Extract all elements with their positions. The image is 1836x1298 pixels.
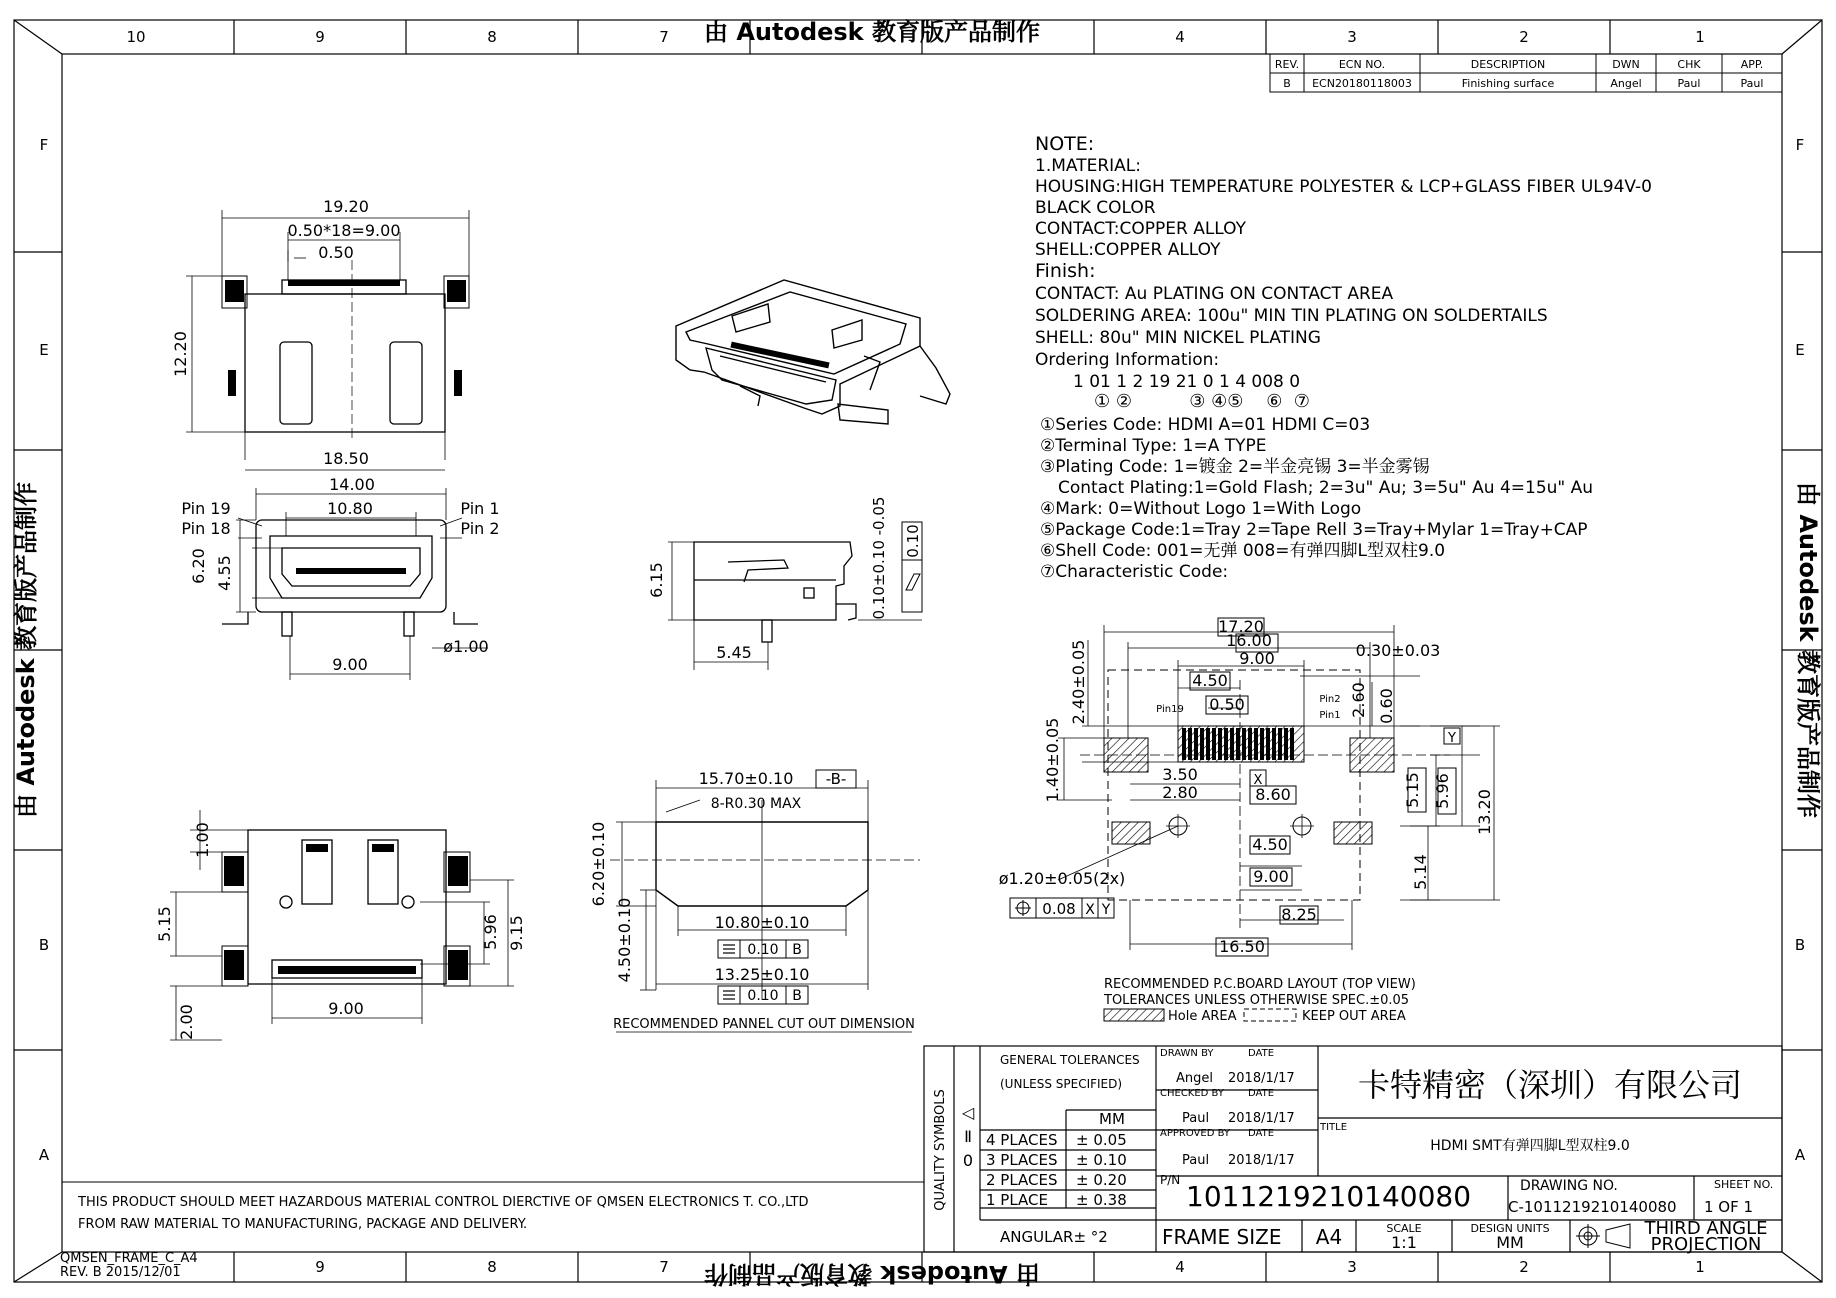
dim-label: 0.50 bbox=[318, 243, 354, 262]
dim-label: 4.50±0.10 bbox=[615, 897, 634, 983]
caption: TOLERANCES UNLESS OTHERWISE SPEC.±0.05 bbox=[1104, 993, 1410, 1008]
row-labels bbox=[39, 136, 1806, 1164]
ordering-markers: ① ② ③ ④⑤ ⑥ ⑦ bbox=[1094, 391, 1310, 412]
dim-label: 0.30±0.03 bbox=[1355, 641, 1441, 660]
unless-label: (UNLESS SPECIFIED) bbox=[1000, 1077, 1123, 1091]
datum-label: Y bbox=[1448, 731, 1456, 746]
tol-label: 0.08 bbox=[1042, 900, 1076, 918]
datum-label: B bbox=[792, 988, 802, 1004]
frame-name: QMSEN_FRAME_C_A4 bbox=[60, 1251, 198, 1266]
dim-label: 10.80 bbox=[327, 499, 373, 518]
column-label: 7 bbox=[659, 1258, 669, 1276]
caption: RECOMMENDED PANNEL CUT OUT DIMENSION bbox=[613, 1017, 915, 1032]
dim-label: ø1.00 bbox=[443, 637, 489, 656]
pin-label: Pin 2 bbox=[460, 519, 500, 538]
notes-block bbox=[1035, 133, 1652, 582]
dim-label: 5.15 bbox=[1403, 772, 1422, 808]
column-label: 1 bbox=[1695, 28, 1705, 46]
dim-label: 5.96 bbox=[481, 914, 500, 950]
checked-date: 2018/1/17 bbox=[1228, 1111, 1295, 1126]
note-line: HOUSING:HIGH TEMPERATURE POLYESTER & LCP+GLASS FIBER UL94V-0 bbox=[1035, 177, 1652, 197]
datum-label: -B- bbox=[825, 770, 847, 788]
gen-tol-label: GENERAL TOLERANCES bbox=[1000, 1053, 1140, 1067]
dim-label: 13.25±0.10 bbox=[714, 965, 810, 984]
angular-tol: ANGULAR± °2 bbox=[1000, 1228, 1108, 1246]
scale-value: 1:1 bbox=[1391, 1233, 1417, 1252]
frame-size: A4 bbox=[1315, 1225, 1343, 1249]
pn-label: P/N bbox=[1160, 1173, 1181, 1187]
title-label: TITLE bbox=[1320, 1122, 1348, 1133]
projection-line: THIRD ANGLE bbox=[1644, 1218, 1768, 1239]
dim-label: 14.00 bbox=[329, 475, 375, 494]
row-label: E bbox=[39, 341, 49, 359]
pin-label: Pin 19 bbox=[181, 499, 231, 518]
dim-label: 15.70±0.10 bbox=[698, 769, 794, 788]
datum-label: X bbox=[1085, 902, 1095, 918]
ordering-legend: ③Plating Code: 1=镀金 2=半金亮锡 3=半金雾锡 bbox=[1040, 457, 1430, 477]
tol-place-label: 3 PLACES bbox=[986, 1151, 1058, 1169]
ordering-legend: ⑦Characteristic Code: bbox=[1040, 562, 1229, 582]
dim-label: 5.45 bbox=[716, 643, 752, 662]
approved-by-label: APPROVED BY bbox=[1160, 1128, 1231, 1139]
dim-label: 10.80±0.10 bbox=[714, 913, 810, 932]
rev-header: ECN NO. bbox=[1338, 58, 1386, 71]
revision-table bbox=[1270, 54, 1782, 92]
approved-date: 2018/1/17 bbox=[1228, 1153, 1295, 1168]
note-line: Ordering Information: bbox=[1035, 350, 1220, 370]
row-label: A bbox=[1794, 1146, 1806, 1164]
datum-label: Y bbox=[1101, 902, 1111, 918]
dim-label: 3.50 bbox=[1162, 765, 1198, 784]
projection-line: PROJECTION bbox=[1650, 1234, 1762, 1255]
dim-label: 2.80 bbox=[1162, 783, 1198, 802]
rev-header: CHK bbox=[1677, 58, 1701, 71]
ordering-legend: ④Mark: 0=Without Logo 1=With Logo bbox=[1040, 499, 1362, 519]
note-line: BLACK COLOR bbox=[1035, 198, 1156, 218]
quality-symbols: QUALITY SYMBOLS bbox=[933, 1089, 948, 1211]
dim-label: 9.00 bbox=[328, 999, 364, 1018]
dim-label: 16.00 bbox=[1226, 631, 1272, 650]
projection-icon bbox=[1576, 1224, 1630, 1248]
tol-place-value: ± 0.20 bbox=[1076, 1171, 1127, 1189]
row-label: E bbox=[1795, 341, 1805, 359]
dim-label: 8-R0.30 MAX bbox=[710, 796, 802, 812]
drawing-title: HDMI SMT有弹四脚L型双柱9.0 bbox=[1430, 1138, 1630, 1154]
compliance-line: THIS PRODUCT SHOULD MEET HAZARDOUS MATERIAL CONTROL DIERCTIVE OF QMSEN ELECTRONICS T. CO.,LTD bbox=[78, 1195, 809, 1210]
tol-label: 0.10 bbox=[747, 988, 779, 1004]
tol-place-value: ± 0.10 bbox=[1076, 1151, 1127, 1169]
row-label: B bbox=[1794, 936, 1806, 954]
column-label: 7 bbox=[659, 28, 669, 46]
note-line: NOTE: bbox=[1035, 133, 1095, 155]
dim-label: 17.20 bbox=[1218, 617, 1264, 636]
column-label: 9 bbox=[315, 1258, 325, 1276]
dim-label: 9.00 bbox=[1239, 649, 1275, 668]
note-line: SOLDERING AREA: 100u" MIN TIN PLATING ON SOLDERTAILS bbox=[1035, 306, 1548, 326]
dim-label: 1.40±0.05 bbox=[1043, 717, 1062, 803]
row-label: F bbox=[1795, 136, 1805, 154]
part-number: 1011219210140080 bbox=[1186, 1180, 1472, 1213]
column-label: 4 bbox=[1175, 1258, 1185, 1276]
note-line: SHELL:COPPER ALLOY bbox=[1035, 240, 1221, 260]
pcb-layout bbox=[999, 617, 1500, 1024]
watermark-right: 由 Autodesk 教育版产品制作 bbox=[1794, 481, 1822, 819]
drawn-date: 2018/1/17 bbox=[1228, 1071, 1295, 1086]
row-label: F bbox=[39, 136, 49, 154]
pin-label: Pin2 bbox=[1319, 694, 1341, 705]
note-line: 1.MATERIAL: bbox=[1035, 156, 1141, 176]
rev-cell: Angel bbox=[1610, 77, 1642, 90]
rev-cell: Finishing surface bbox=[1461, 77, 1555, 90]
top-view bbox=[171, 197, 469, 470]
dim-label: 4.50 bbox=[1252, 835, 1288, 854]
column-label: 3 bbox=[1347, 1258, 1357, 1276]
iso-view bbox=[676, 280, 950, 424]
front-view bbox=[181, 475, 499, 680]
dim-label: 6.20±0.10 bbox=[589, 821, 608, 907]
dim-label: 5.14 bbox=[1411, 854, 1430, 890]
column-label: 10 bbox=[126, 28, 146, 46]
column-label: 8 bbox=[487, 28, 497, 46]
column-label: 9 bbox=[315, 28, 325, 46]
dim-label: 1.00 bbox=[193, 822, 212, 858]
pin-label: Pin 1 bbox=[460, 499, 500, 518]
drawn-by-label: DRAWN BY bbox=[1160, 1048, 1214, 1059]
rev-header: DWN bbox=[1612, 58, 1640, 71]
quality-icon: Ⅱ bbox=[964, 1127, 972, 1146]
dim-label: 9.15 bbox=[507, 915, 526, 951]
drawn-by: Angel bbox=[1176, 1071, 1213, 1086]
rev-header: APP. bbox=[1740, 58, 1764, 71]
checked-by: Paul bbox=[1182, 1111, 1210, 1126]
drawing-no-label: DRAWING NO. bbox=[1520, 1178, 1618, 1194]
design-units-label: DESIGN UNITS bbox=[1470, 1222, 1550, 1235]
pin-label: Pin 18 bbox=[181, 519, 231, 538]
rev-header: REV. bbox=[1274, 58, 1300, 71]
dim-label: 12.20 bbox=[171, 331, 190, 377]
approved-by: Paul bbox=[1182, 1153, 1210, 1168]
dim-label: 2.00 bbox=[177, 1004, 196, 1040]
sheet-count: 1 OF 1 bbox=[1704, 1198, 1754, 1216]
dim-label: 0.50*18=9.00 bbox=[287, 221, 401, 240]
dim-label: 0.10±0.10 -0.05 bbox=[870, 496, 888, 620]
checked-by-label: CHECKED BY bbox=[1160, 1088, 1224, 1099]
side-view bbox=[647, 497, 922, 670]
column-label: 8 bbox=[487, 1258, 497, 1276]
dim-label: 8.25 bbox=[1281, 905, 1317, 924]
rev-cell: Paul bbox=[1740, 77, 1764, 90]
panel-cutout bbox=[589, 769, 920, 1032]
ordering-legend: ⑥Shell Code: 001=无弹 008=有弹四脚L型双柱9.0 bbox=[1040, 541, 1446, 561]
note-line: Finish: bbox=[1035, 260, 1096, 282]
rev-cell: ECN20180118003 bbox=[1312, 77, 1412, 90]
frame-size-label: FRAME SIZE bbox=[1162, 1225, 1282, 1249]
legend-hole: Hole AREA bbox=[1168, 1009, 1237, 1024]
mm-label: MM bbox=[1099, 1110, 1125, 1128]
tol-place-label: 1 PLACE bbox=[986, 1191, 1049, 1209]
dim-label: 9.00 bbox=[1253, 867, 1289, 886]
dim-label: 18.50 bbox=[323, 449, 369, 468]
datum-label: X bbox=[1253, 773, 1263, 788]
dim-label: ø1.20±0.05(2x) bbox=[998, 869, 1126, 888]
note-line: SHELL: 80u" MIN NICKEL PLATING bbox=[1035, 328, 1321, 348]
column-label: 1 bbox=[1695, 1258, 1705, 1276]
watermark-bottom: 由 Autodesk 教育版产品制作 bbox=[703, 1260, 1041, 1288]
quality-icon: 0 bbox=[962, 1151, 974, 1170]
scale-label: SCALE bbox=[1386, 1222, 1422, 1235]
tol-place-label: 4 PLACES bbox=[986, 1131, 1058, 1149]
rev-header: DESCRIPTION bbox=[1470, 58, 1546, 71]
ordering-legend: Contact Plating:1=Gold Flash; 2=3u" Au; 3=5u" Au 4=15u" Au bbox=[1058, 478, 1594, 498]
caption: RECOMMENDED P.C.BOARD LAYOUT (TOP VIEW) bbox=[1104, 977, 1416, 992]
dim-label: 2.60 bbox=[1349, 682, 1368, 718]
row-label: B bbox=[38, 936, 50, 954]
dim-label: 4.55 bbox=[215, 555, 234, 591]
pin-label: Pin19 bbox=[1156, 704, 1184, 715]
date-label: DATE bbox=[1248, 1128, 1275, 1139]
column-label: 3 bbox=[1347, 28, 1357, 46]
design-units: MM bbox=[1496, 1233, 1524, 1252]
dim-label: 0.50 bbox=[1209, 695, 1245, 714]
ordering-legend: ⑤Package Code:1=Tray 2=Tape Rell 3=Tray+Mylar 1=Tray+CAP bbox=[1040, 520, 1588, 540]
dim-label: 16.50 bbox=[1219, 937, 1265, 956]
dim-label: 5.96 bbox=[1433, 773, 1452, 809]
note-line: CONTACT: Au PLATING ON CONTACT AREA bbox=[1035, 284, 1394, 304]
row-label: A bbox=[38, 1146, 50, 1164]
note-line: CONTACT:COPPER ALLOY bbox=[1035, 219, 1246, 239]
dim-label: 2.40±0.05 bbox=[1069, 639, 1088, 725]
company-name: 卡特精密（深圳）有限公司 bbox=[1357, 1066, 1743, 1104]
watermark-top: 由 Autodesk 教育版产品制作 bbox=[703, 18, 1041, 46]
dim-label: 0.60 bbox=[1377, 688, 1396, 724]
dim-label: 6.15 bbox=[647, 562, 666, 598]
dim-label: 6.20 bbox=[189, 548, 208, 584]
tol-label: 0.10 bbox=[904, 524, 922, 558]
dim-label: 5.15 bbox=[155, 906, 174, 942]
dim-label: 13.20 bbox=[1475, 789, 1494, 835]
quality-icon: ◁ bbox=[961, 1103, 975, 1122]
dim-label: 4.50 bbox=[1192, 671, 1228, 690]
dim-label: 8.60 bbox=[1255, 785, 1291, 804]
drawing-no: C-1011219210140080 bbox=[1508, 1198, 1677, 1216]
watermark-left: 由 Autodesk 教育版产品制作 bbox=[12, 481, 40, 819]
column-label: 4 bbox=[1175, 28, 1185, 46]
legend-keepout: KEEP OUT AREA bbox=[1302, 1009, 1406, 1024]
ordering-legend: ①Series Code: HDMI A=01 HDMI C=03 bbox=[1040, 415, 1371, 435]
column-label: 2 bbox=[1519, 28, 1529, 46]
dim-label: 19.20 bbox=[323, 197, 369, 216]
tol-label: 0.10 bbox=[747, 942, 779, 958]
date-label: DATE bbox=[1248, 1048, 1275, 1059]
tol-place-label: 2 PLACES bbox=[986, 1171, 1058, 1189]
title-block bbox=[924, 1046, 1782, 1255]
column-label: 2 bbox=[1519, 1258, 1529, 1276]
rev-cell: Paul bbox=[1677, 77, 1701, 90]
ordering-legend: ②Terminal Type: 1=A TYPE bbox=[1040, 436, 1267, 456]
ordering-code: 1 01 1 2 19 21 0 1 4 008 0 bbox=[1073, 372, 1301, 392]
rev-cell: B bbox=[1283, 77, 1291, 90]
pin-label: Pin1 bbox=[1319, 710, 1341, 721]
compliance-line: FROM RAW MATERIAL TO MANUFACTURING, PACKAGE AND DELIVERY. bbox=[78, 1217, 528, 1232]
tol-place-value: ± 0.05 bbox=[1076, 1131, 1127, 1149]
sheet-no-label: SHEET NO. bbox=[1714, 1178, 1774, 1191]
date-label: DATE bbox=[1248, 1088, 1275, 1099]
bottom-view bbox=[155, 810, 526, 1040]
datum-label: B bbox=[792, 942, 802, 958]
frame-rev: REV. B 2015/12/01 bbox=[60, 1265, 181, 1280]
dim-label: 9.00 bbox=[332, 655, 368, 674]
tol-place-value: ± 0.38 bbox=[1076, 1191, 1127, 1209]
